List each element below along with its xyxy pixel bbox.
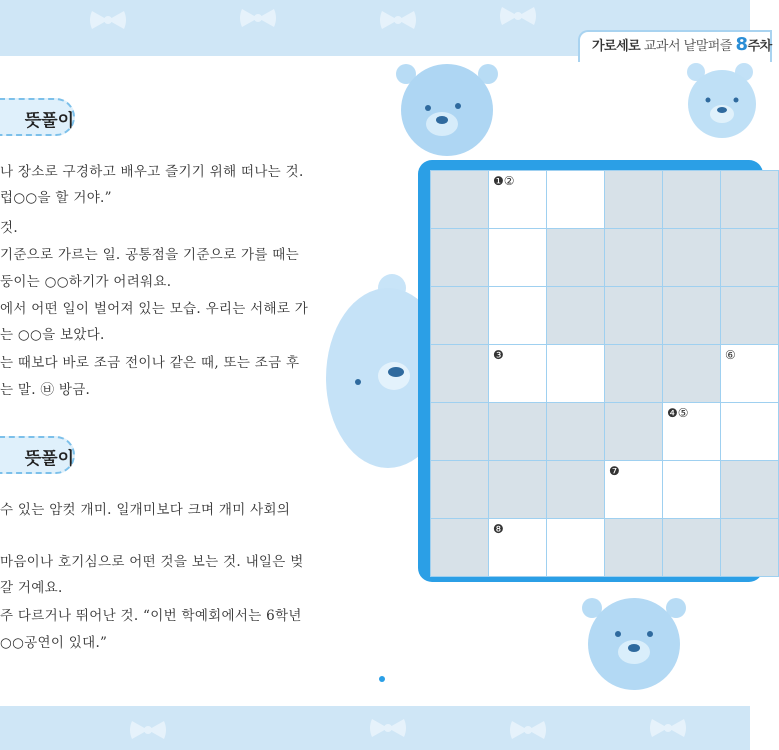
blocked-cell bbox=[605, 287, 662, 344]
clue-line: 기준으로 가르는 일. 공통점을 기준으로 가를 때는 bbox=[0, 247, 299, 263]
clue-number: ❽ bbox=[493, 522, 504, 536]
blocked-cell bbox=[605, 403, 662, 460]
blocked-cell bbox=[721, 229, 778, 286]
bear-illustration bbox=[682, 60, 752, 140]
blocked-cell bbox=[605, 229, 662, 286]
clue-line: 것. bbox=[0, 220, 18, 236]
blocked-cell bbox=[721, 519, 778, 576]
week-number: 8 bbox=[735, 34, 748, 55]
bow-icon bbox=[508, 718, 548, 742]
header-title-bold: 가로세로 bbox=[592, 39, 641, 54]
bear-illustration bbox=[392, 58, 502, 158]
clue-number: ❼ bbox=[609, 464, 620, 478]
blocked-cell bbox=[605, 171, 662, 228]
blocked-cell bbox=[431, 229, 488, 286]
clue-line: 둥이는 ○○하기가 어려워요. bbox=[0, 274, 172, 290]
crossword-grid bbox=[430, 170, 779, 577]
blocked-cell bbox=[663, 345, 720, 402]
clue-line: 럽○○을 할 거야.” bbox=[0, 190, 112, 206]
blocked-cell bbox=[431, 519, 488, 576]
clue-line: 수 있는 암컷 개미. 일개미보다 크며 개미 사회의 bbox=[0, 502, 291, 518]
section-label: 뜻풀이 bbox=[24, 111, 74, 131]
blocked-cell bbox=[663, 519, 720, 576]
answer-cell[interactable] bbox=[663, 461, 720, 518]
clue-line: 는 ○○을 보았다. bbox=[0, 327, 105, 343]
clue-line: ○○공연이 있대.” bbox=[0, 635, 108, 651]
bow-icon bbox=[498, 4, 538, 28]
bow-icon bbox=[128, 718, 168, 742]
blocked-cell bbox=[547, 403, 604, 460]
header-title bbox=[592, 34, 772, 55]
blocked-cell bbox=[431, 345, 488, 402]
week-unit: 주차 bbox=[747, 39, 772, 54]
bow-icon bbox=[648, 716, 688, 740]
blocked-cell bbox=[547, 287, 604, 344]
clue-number: ⑥ bbox=[725, 348, 736, 362]
blocked-cell bbox=[431, 461, 488, 518]
answer-cell[interactable] bbox=[547, 171, 604, 228]
blocked-cell bbox=[489, 461, 546, 518]
answer-cell[interactable] bbox=[489, 287, 546, 344]
blocked-cell bbox=[431, 171, 488, 228]
blocked-cell bbox=[431, 403, 488, 460]
answer-cell[interactable] bbox=[489, 171, 546, 228]
blocked-cell bbox=[547, 461, 604, 518]
clue-line: 나 장소로 구경하고 배우고 즐기기 위해 떠나는 것. bbox=[0, 164, 304, 180]
answer-cell[interactable] bbox=[663, 403, 720, 460]
answer-cell[interactable] bbox=[721, 345, 778, 402]
blocked-cell bbox=[663, 287, 720, 344]
clue-number: ❶② bbox=[493, 174, 515, 188]
answer-cell[interactable] bbox=[547, 345, 604, 402]
answer-cell[interactable] bbox=[547, 519, 604, 576]
blocked-cell bbox=[605, 345, 662, 402]
bear-illustration bbox=[348, 268, 428, 478]
blocked-cell bbox=[547, 229, 604, 286]
header-title-rest: 교과서 낱말퍼즐 bbox=[640, 39, 736, 54]
clue-number: ❹⑤ bbox=[667, 406, 689, 420]
clue-number: ❸ bbox=[493, 348, 504, 362]
blocked-cell bbox=[605, 519, 662, 576]
blocked-cell bbox=[721, 287, 778, 344]
bow-icon bbox=[368, 716, 408, 740]
blocked-cell bbox=[489, 403, 546, 460]
bow-icon bbox=[378, 8, 418, 32]
answer-cell[interactable] bbox=[489, 345, 546, 402]
blocked-cell bbox=[663, 171, 720, 228]
clue-line: 주 다르거나 뛰어난 것. “이번 학예회에서는 6학년 bbox=[0, 608, 302, 624]
clue-line: 에서 어떤 일이 벌어져 있는 모습. 우리는 서해로 가 bbox=[0, 301, 309, 317]
answer-cell[interactable] bbox=[605, 461, 662, 518]
answer-cell[interactable] bbox=[489, 229, 546, 286]
bear-illustration bbox=[578, 588, 690, 698]
clue-line: 는 때보다 바로 조금 전이나 같은 때, 또는 조금 후 bbox=[0, 355, 300, 371]
clue-line: 는 말. ㉥ 방금. bbox=[0, 382, 91, 398]
answer-cell[interactable] bbox=[489, 519, 546, 576]
clue-line: 마음이나 호기심으로 어떤 것을 보는 것. 내일은 벚 bbox=[0, 554, 304, 570]
clue-line: 갈 거예요. bbox=[0, 580, 63, 596]
blocked-cell bbox=[663, 229, 720, 286]
blocked-cell bbox=[431, 287, 488, 344]
section-label: 뜻풀이 bbox=[24, 449, 74, 469]
bow-icon bbox=[238, 6, 278, 30]
blocked-cell bbox=[721, 461, 778, 518]
blocked-cell bbox=[721, 171, 778, 228]
page-dot bbox=[379, 676, 385, 682]
bow-icon bbox=[88, 8, 128, 32]
answer-cell[interactable] bbox=[721, 403, 778, 460]
